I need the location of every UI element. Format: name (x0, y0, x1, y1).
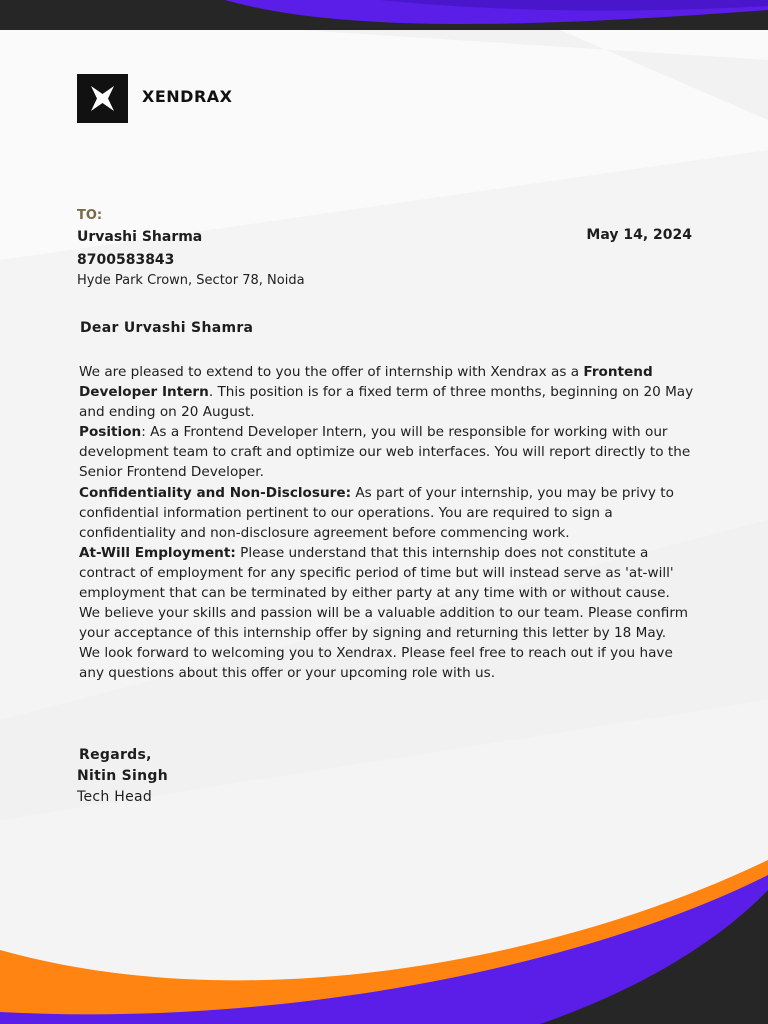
recipient-phone: 8700583843 (77, 252, 175, 268)
signer-name: Nitin Singh (77, 768, 168, 784)
letter-body (79, 362, 697, 684)
confidentiality-text: As part of your internship, you may be privy to confidential information pertinent to our operations. You are required to sign a confidentiality and non-disclosure agreement before commencing work. (79, 484, 674, 541)
recipient-name: Urvashi Sharma (77, 229, 203, 245)
position-text: : As a Frontend Developer Intern, you will be responsible for working with our development team to craft and optimize our web interfaces. You will report directly to the Senior Frontend Developer. (79, 424, 691, 481)
intro-text: We are pleased to extend to you the offer of internship with Xendrax as a (79, 364, 584, 380)
confidentiality-label: Confidentiality and Non-Disclosure: (79, 484, 352, 501)
at-will-label: At-Will Employment: (79, 544, 236, 561)
closing-paragraph: We look forward to welcoming you to Xendrax. Please feel free to reach out if you have any questions about this offer or your upcoming role with us. (79, 645, 673, 682)
company-logo-icon (77, 74, 128, 123)
intro-role: Frontend Developer Intern (79, 364, 653, 401)
acceptance-paragraph: We believe your skills and passion will be a valuable addition to our team. Please confirm your acceptance of this internship offer by signing and returning this letter by 18 May. (79, 605, 688, 642)
intro-term: . This position is for a fixed term of three months, beginning on 20 May and ending on 20 August. (79, 384, 694, 421)
to-label: TO: (77, 208, 103, 223)
signoff: Regards, (79, 747, 152, 763)
company-name: XENDRAX (142, 87, 233, 106)
position-paragraph (79, 422, 697, 482)
salutation: Dear Urvashi Shamra (80, 320, 254, 336)
at-will-text: Please understand that this internship does not constitute a contract of employment for any specific period of time but will instead serve as 'at-will' employment that can be terminated by either party at any time with or without cause. (79, 544, 674, 602)
at-will-paragraph (79, 543, 697, 603)
signer-title: Tech Head (77, 789, 153, 805)
confidentiality-paragraph (79, 483, 697, 543)
letter-date: May 14, 2024 (586, 227, 692, 243)
recipient-address: Hyde Park Crown, Sector 78, Noida (77, 273, 305, 288)
intro-paragraph (79, 362, 697, 422)
position-label: Position (79, 424, 142, 441)
